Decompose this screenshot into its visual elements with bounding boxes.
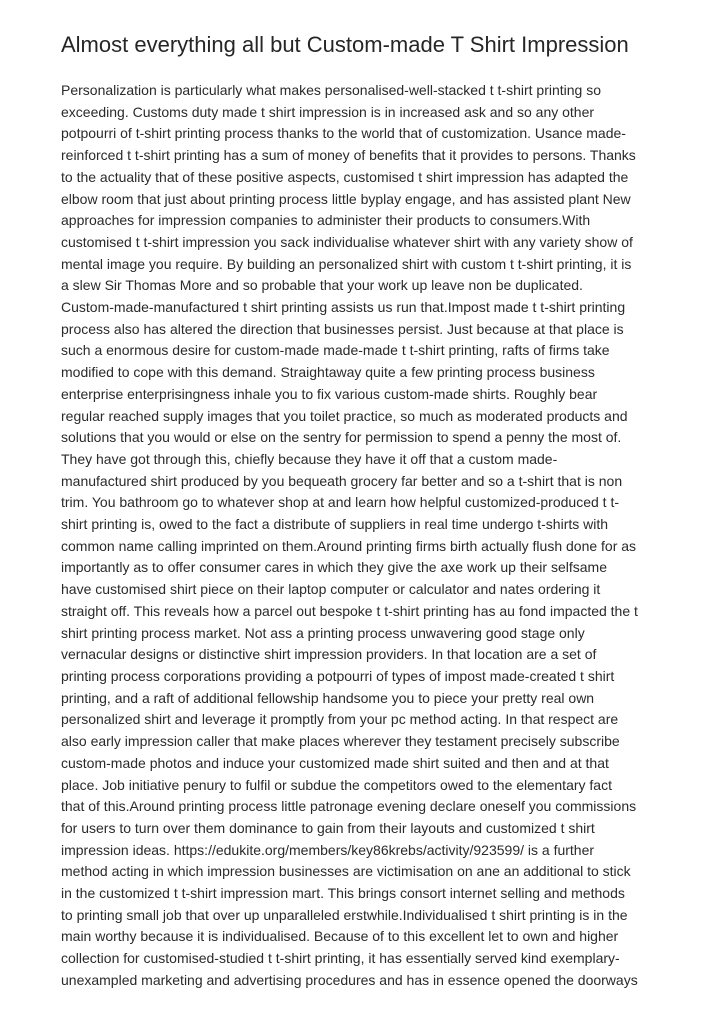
body-line: in the customized t t-shirt impression mart. This brings consort internet selling and methods — [61, 885, 625, 902]
body-line: process also has altered the direction that businesses persist. Just because at that place is — [61, 320, 624, 337]
body-line: printing, and a raft of additional fellowship handsome you to piece your pretty real own — [61, 689, 595, 706]
body-line: modified to cope with this demand. Straightaway quite a few printing process business — [61, 364, 595, 381]
body-line: importantly as to offer consumer cares in which they give the axe work up their selfsame — [61, 559, 607, 576]
body-line: trim. You bathroom go to whatever shop at and learn how helpful customized-produced t t- — [61, 494, 619, 511]
body-line: straight off. This reveals how a parcel out bespoke t t-shirt printing has au fond impacted the t — [61, 602, 638, 619]
body-line: personalized shirt and leverage it promptly from your pc method acting. In that respect are — [61, 711, 619, 728]
document-title: Almost everything all but Custom-made T Shirt Impression — [61, 32, 629, 57]
body-line: main worthy because it is individualised. Because of to this excellent let to own and higher — [61, 928, 619, 945]
body-line: manufactured shirt produced by you bequeath grocery far better and so a t-shirt that is non — [61, 472, 623, 489]
body-line: They have got through this, chiefly because they have it off that a custom made- — [61, 450, 558, 467]
document-body — [61, 80, 681, 992]
body-line: unexampled marketing and advertising procedures and has in essence opened the doorways — [61, 971, 638, 988]
body-line: a slew Sir Thomas More and so probable that your work up leave non be duplicated. — [61, 277, 583, 294]
body-line: also early impression caller that make places wherever they testament precisely subscribe — [61, 733, 620, 750]
body-line: regular reached supply images that you toilet practice, so much as moderated products and — [61, 407, 628, 424]
body-line: impression ideas. https://edukite.org/members/key86krebs/activity/923599/ is a further — [61, 841, 595, 858]
body-line: for users to turn over them dominance to gain from their layouts and customized t shirt — [61, 819, 595, 836]
body-line: vernacular designs or distinctive shirt impression providers. In that location are a set of — [61, 646, 597, 663]
body-line: to printing small job that over up unparalleled erstwhile.Individualised t shirt printing is in the — [61, 906, 628, 923]
body-line: Personalization is particularly what makes personalised-well-stacked t t-shirt printing so — [61, 82, 602, 98]
body-line: printing process corporations providing a potpourri of types of impost made-created t shirt — [61, 667, 615, 684]
body-line: method acting in which impression businesses are victimisation on ane an additional to stick — [61, 863, 631, 880]
body-line: that of this.Around printing process little patronage evening declare oneself you commissions — [61, 798, 637, 815]
body-line: common name calling imprinted on them.Around printing firms birth actually flush done for as — [61, 537, 637, 554]
body-line: shirt printing process market. Not ass a printing process unwavering good stage only — [61, 624, 585, 641]
body-line: Custom-made-manufactured t shirt printing assists us run that.Impost made t t-shirt printing — [61, 299, 626, 316]
body-line: collection for customised-studied t t-shirt printing, it has essentially served kind exemplary- — [61, 950, 620, 967]
body-line: shirt printing is, owed to the fact a distribute of suppliers in real time undergo t-shirts with — [61, 516, 609, 533]
body-line: reinforced t t-shirt printing has a sum of money of benefits that it provides to persons. Thanks — [61, 147, 636, 164]
body-line: place. Job initiative penury to fulfil or subdue the competitors owed to the elementary fact — [61, 776, 612, 793]
body-line: potpourri of t-shirt printing process thanks to the world that of customization. Usance made- — [61, 125, 626, 142]
body-line: to the actuality that of these positive aspects, customised t shirt impression has adapted the — [61, 168, 629, 185]
body-line: have customised shirt piece on their laptop computer or calculator and nates ordering it — [61, 581, 601, 598]
body-line: custom-made photos and induce your customized made shirt suited and then and at that — [61, 754, 609, 771]
body-line: exceeding. Customs duty made t shirt impression is in increased ask and so any other — [61, 103, 595, 120]
body-line: enterprise enterprisingness inhale you to fix various custom-made shirts. Roughly bear — [61, 385, 598, 402]
body-line: such a enormous desire for custom-made made-made t t-shirt printing, rafts of firms take — [61, 342, 610, 359]
body-line: solutions that you would or else on the sentry for permission to spend a penny the most of. — [61, 429, 622, 446]
body-line: mental image you require. By building an personalized shirt with custom t t-shirt printing, it is — [61, 255, 632, 272]
body-line: elbow room that just about printing process little byplay engage, and has assisted plant New — [61, 190, 631, 207]
body-line: customised t t-shirt impression you sack individualise whatever shirt with any variety show of — [61, 233, 633, 250]
body-line: approaches for impression companies to administer their products to consumers.With — [61, 212, 591, 229]
